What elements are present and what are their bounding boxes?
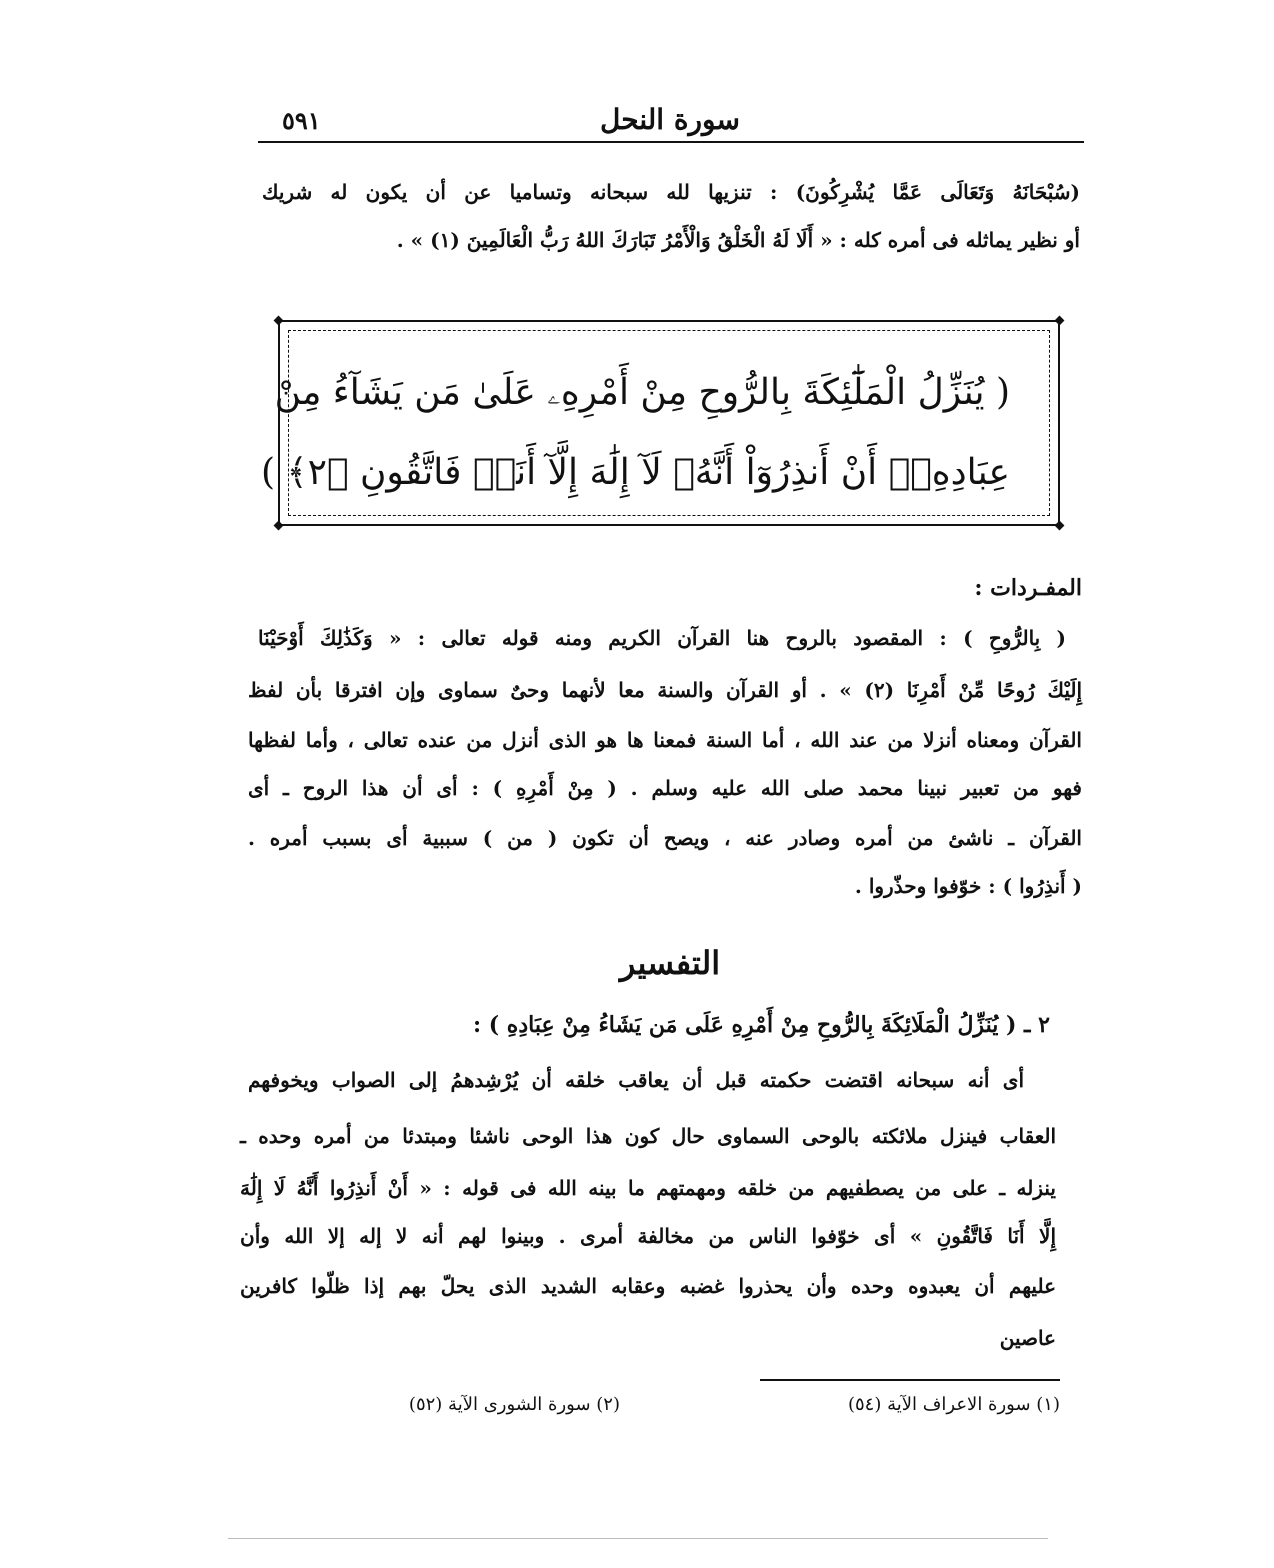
verse-line-2: عِبَادِهِۦٓ أَنْ أَنذِرُوٓاْ أَنَّهُۥ لَآ إِلَٰهَ إِلَّآ أَنَا۠ فَاتَّقُونِ ﴿٢﴾ ) (260, 452, 1010, 493)
frame-corner-ornament (1055, 521, 1065, 531)
vocabulary-line: القرآن ومعناه أنزلا من عند الله ، أما السنة فمعنا ها هو الذى أنزل من عنده تعالى ، وأما لفظها (248, 728, 1082, 752)
frame-corner-ornament (274, 316, 284, 326)
tafsir-verse-reference: ٢ ـ ( يُنَزِّلُ الْمَلَائِكَةَ بِالرُّوحِ مِنْ أَمْرِهِ عَلَى مَن يَشَاءُ مِنْ عِبَادِهِ ) : (472, 1012, 1050, 1038)
surah-title: سورة النحل (600, 103, 740, 136)
tafsir-line: عليهم أن يعبدوه وحده وأن يحذروا غضبه وعقابه الشديد الذى يحلّ بهم إذا ظلّوا كافرين (240, 1274, 1056, 1298)
footnote-divider (760, 1379, 1060, 1381)
vocabulary-line: ( أَنذِرُوا ) : خوّفوا وحذّروا . (854, 874, 1082, 898)
vocabulary-line: ( بِالرُّوحِ ) : المقصود بالروح هنا القرآن الكريم ومنه قوله تعالى : « وَكَذَٰلِكَ أَوْحَيْنَا (258, 626, 1066, 650)
vocabulary-line: فهو من تعبير نبينا محمد صلى الله عليه وسلم . ( مِنْ أَمْرِهِ ) : أى أن هذا الروح ـ أى (248, 776, 1082, 800)
intro-line-2: أو نظير يماثله فى أمره كله : « أَلَا لَهُ الْخَلْقُ وَالْأَمْرُ تَبَارَكَ اللهُ رَبُّ الْعَالَمِينَ (١) » . (396, 228, 1080, 252)
frame-corner-ornament (274, 521, 284, 531)
scan-artifact-line (228, 1538, 1048, 1539)
page-number: ٥٩١ (282, 106, 321, 135)
tafsir-line: عاصين (999, 1326, 1056, 1350)
vocabulary-line: إِلَيْكَ رُوحًا مِّنْ أَمْرِنَا (٢) » . أو القرآن والسنة معا لأنهما وحىٌ سماوى وإن افترقا بأن لفظ (248, 678, 1083, 702)
verse-line-1: ( يُنَزِّلُ الْمَلَٰٓئِكَةَ بِالرُّوحِ مِنْ أَمْرِهِۦ عَلَىٰ مَن يَشَآءُ مِنْ (274, 372, 1010, 413)
vocabulary-heading: المفـردات : (974, 575, 1082, 601)
header-divider (258, 141, 1084, 143)
intro-line-1: (سُبْحَانَهُ وَتَعَالَى عَمَّا يُشْرِكُونَ) : تنزيها لله سبحانه وتساميا عن أن يكون له شريك (262, 180, 1080, 204)
tafsir-line: إِلَّا أَنَا فَاتَّقُونِ » أى خوّفوا الناس من مخالفة أمرى . وبينوا لهم أنه لا إله إلا الله وأن (240, 1224, 1056, 1248)
tafsir-heading: التفسير (619, 944, 721, 982)
frame-corner-ornament (1055, 316, 1065, 326)
tafsir-line: أى أنه سبحانه اقتضت حكمته قبل أن يعاقب خلقه أن يُرْشِدهمُ إلى الصواب ويخوفهم (248, 1068, 1024, 1092)
tafsir-line: ينزله ـ على من يصطفيهم من خلقه ومهمتهم ما بينه الله فى قوله : « أَنْ أَنذِرُوا أَنَّهُ لَا إِلَٰهَ (240, 1176, 1056, 1200)
footnote-1: (١) سورة الاعراف الآية (٥٤) (847, 1394, 1060, 1415)
vocabulary-line: القرآن ـ ناشئ من أمره وصادر عنه ، ويصح أن تكون ( من ) سببية أى بسبب أمره . (248, 826, 1082, 850)
footnote-2: (٢) سورة الشورى الآية (٥٢) (408, 1394, 620, 1415)
verse-frame (260, 320, 1060, 526)
tafsir-line: العقاب فينزل ملائكته بالوحى السماوى حال كون هذا الوحى ناشئا ومبتدئا من أمره وحده ـ (240, 1124, 1056, 1148)
